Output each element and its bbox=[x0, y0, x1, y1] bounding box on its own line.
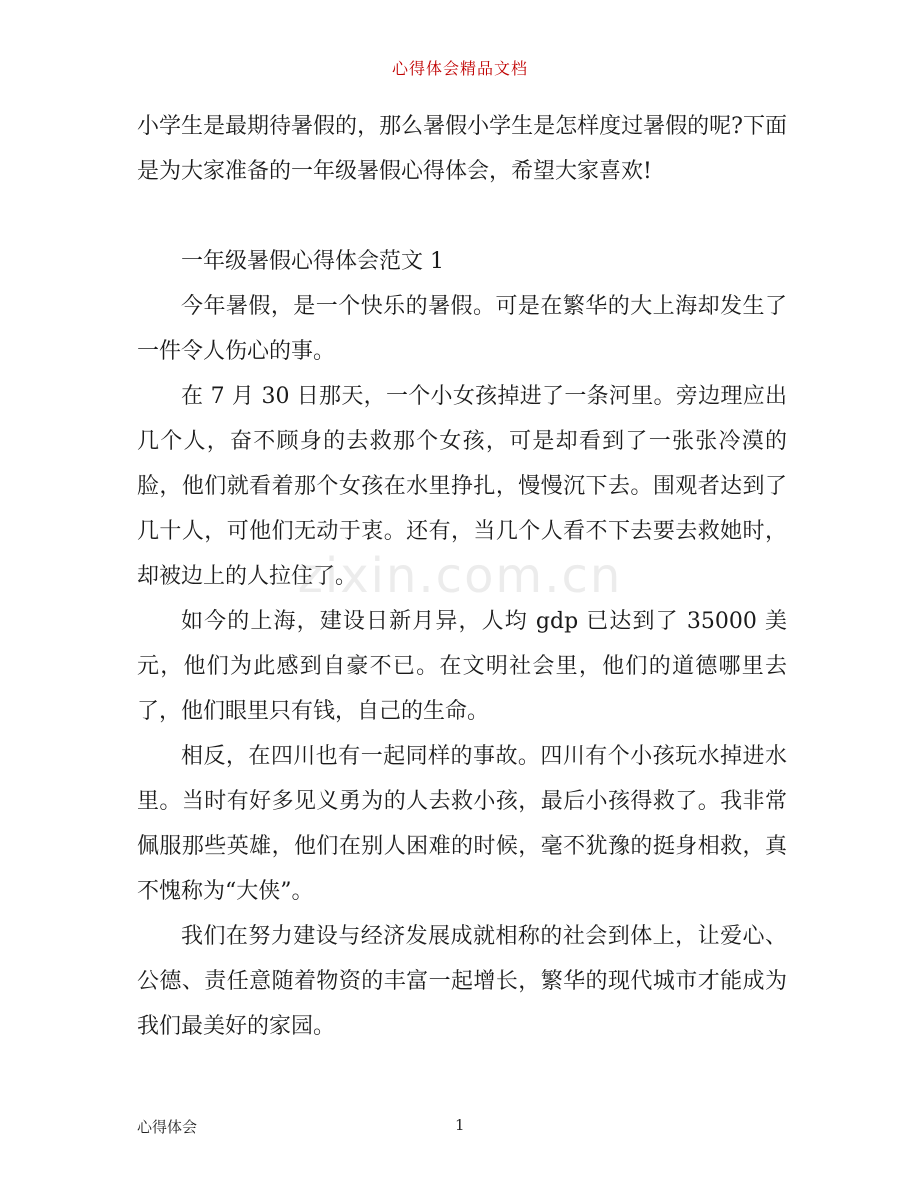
body-paragraph-1: 今年暑假，是一个快乐的暑假。可是在繁华的大上海却发生了一件令人伤心的事。 bbox=[137, 294, 787, 364]
body-paragraph-5: 我们在努力建设与经济发展成就相称的社会到体上，让爱心、公德、责任意随着物资的丰富一起增长，繁华的现代城市才能成为我们最美好的家园。 bbox=[137, 924, 787, 1039]
intro-paragraph: 小学生是最期待暑假的，那么暑假小学生是怎样度过暑假的呢?下面是为大家准备的一年级暑假心得体会，希望大家喜欢! bbox=[137, 114, 787, 184]
document-header-title: 心得体会精品文档 bbox=[391, 59, 528, 78]
page-number: 1 bbox=[455, 1116, 465, 1134]
body-paragraph-3: 如今的上海，建设日新月异，人均 gdp 已达到了 35000 美元，他们为此感到自豪不已。在文明社会里，他们的道德哪里去了，他们眼里只有钱，自己的生命。 bbox=[137, 609, 787, 724]
body-paragraph-4: 相反，在四川也有一起同样的事故。四川有个小孩玩水掉进水里。当时有好多见义勇为的人去救小孩，最后小孩得救了。我非常佩服那些英雄，他们在别人困难的时候，毫不犹豫的挺身相救，真不愧称为“大侠”。 bbox=[137, 744, 787, 904]
footer-label: 心得体会 bbox=[137, 1118, 198, 1136]
section-title: 一年级暑假心得体会范文 1 bbox=[181, 249, 444, 274]
document-body bbox=[137, 104, 787, 1049]
body-paragraph-2: 在 7 月 30 日那天，一个小女孩掉进了一条河里。旁边理应出几个人，奋不顾身的去救那个女孩，可是却看到了一张张冷漠的脸，他们就看着那个女孩在水里挣扎，慢慢沉下去。围观者达到了几十人，可他们无动于衷。还有，当几个人看不下去要去救她时，却被边上的人拉住了。 bbox=[137, 384, 787, 589]
watermark: zixin.com.cn bbox=[297, 548, 623, 604]
